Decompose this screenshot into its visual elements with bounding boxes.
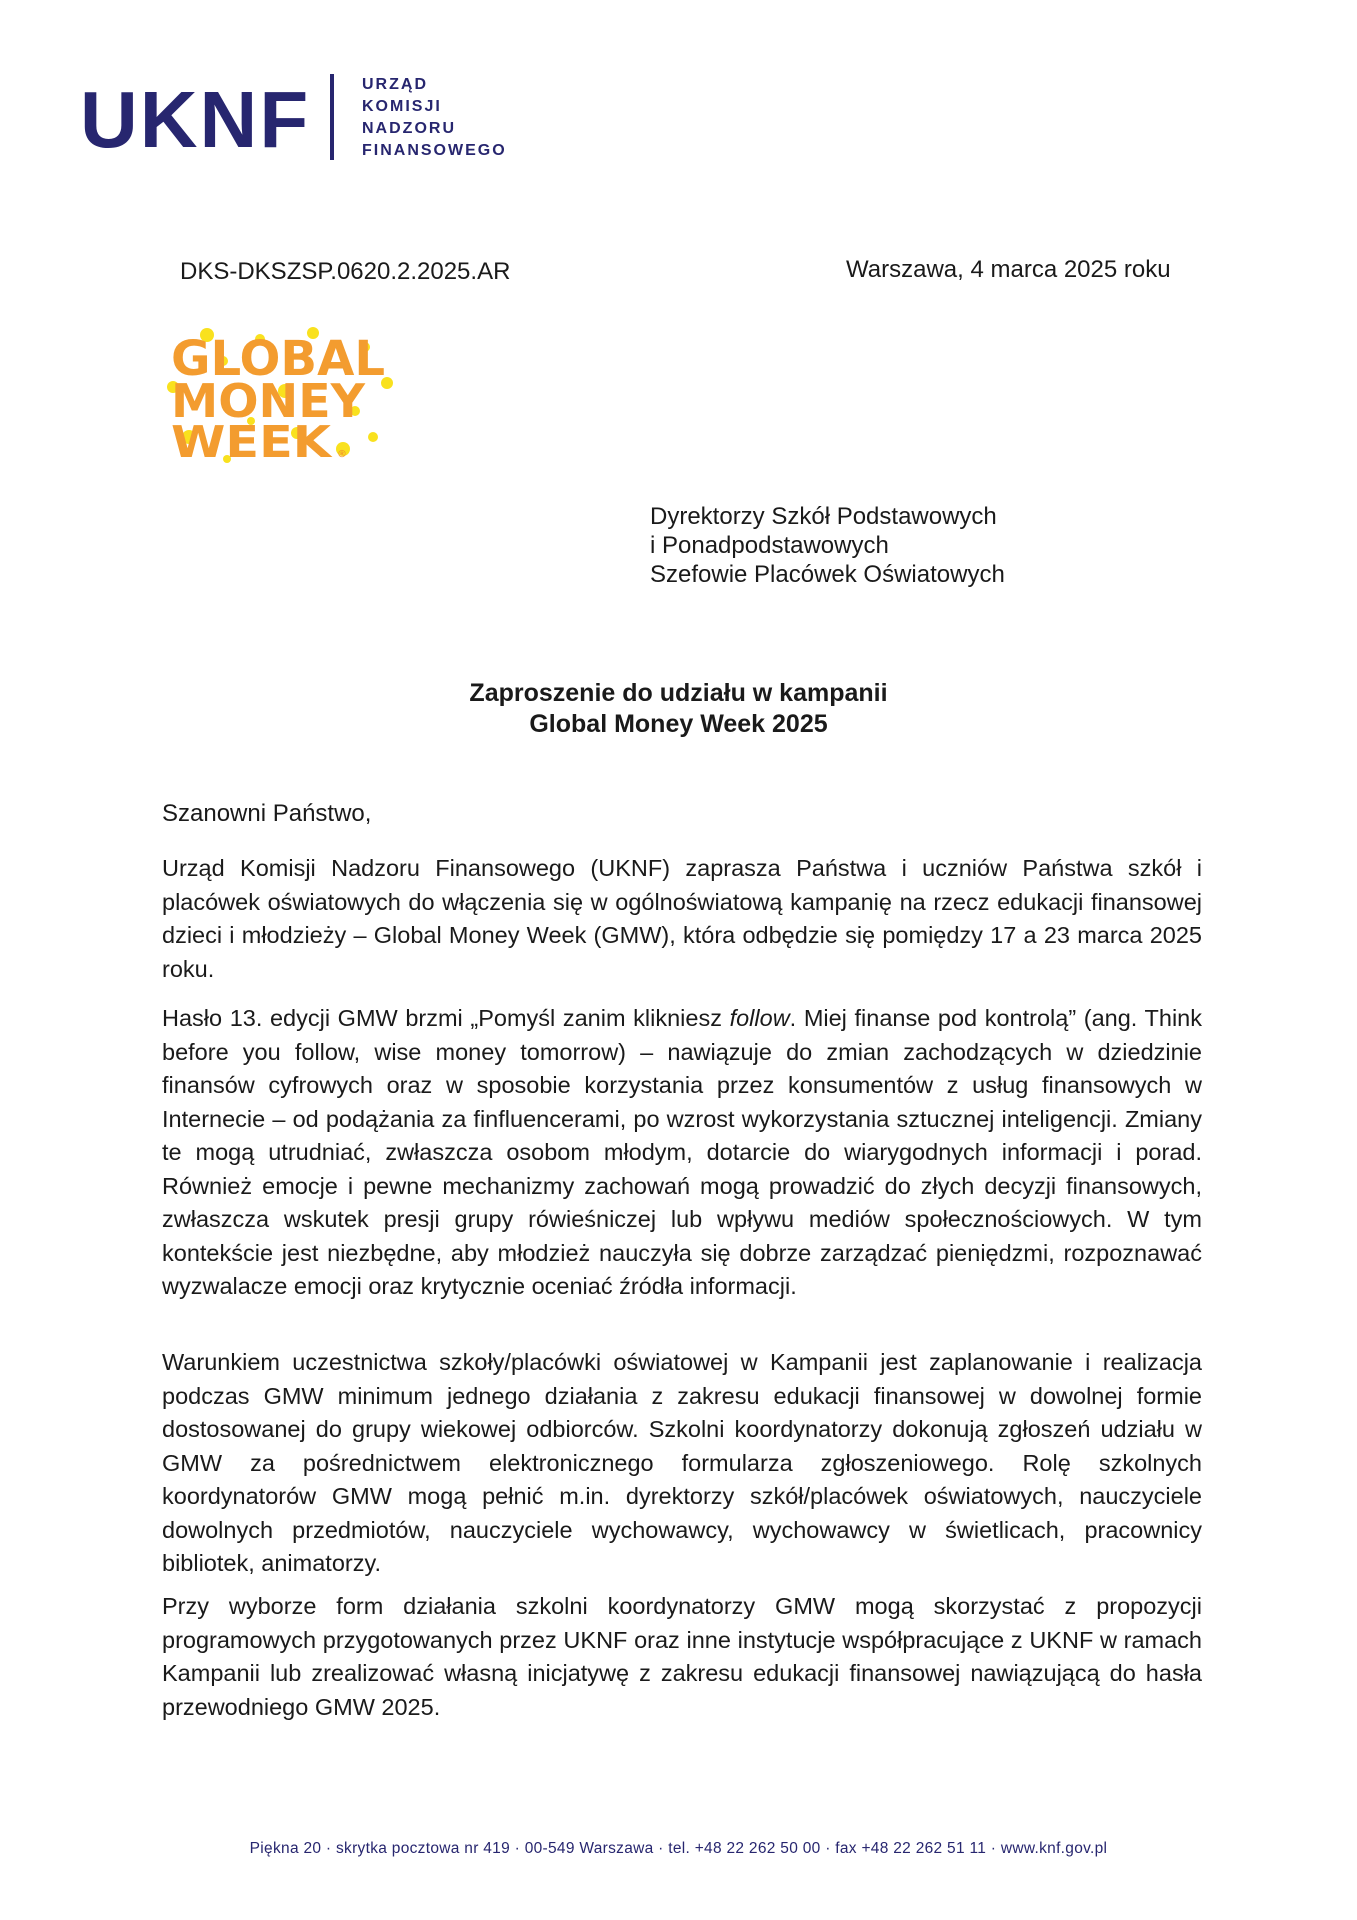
- paragraph-text: . Miej finanse pod kontrolą” (ang. Think before you follow, wise money tomorrow) – nawiązuje do zmian zachodzących w dziedzinie finansów cyfrowych oraz w sposobie korzystania przez konsumentów z usług finansowych w Internecie – od podążania za finfluencerami, po wzrost wykorzystania sztucznej inteligencji. Zmiany te mogą utrudniać, zwłaszcza osobom młodym, dotarcie do wiarygodnych informacji i porad. Również emocje i pewne mechanizmy zachowań mogą prowadzić do złych decyzji finansowych, zwłaszcza wskutek presji grupy rówieśniczej lub wpływu mediów społecznościowych. W tym kontekście jest niezbędne, aby młodzież nauczyła się dobrze zarządzać pieniędzmi, rozpoznawać wyzwalacze emocji oraz krytycznie oceniać źródła informacji.: [162, 1005, 1202, 1299]
- footer-contact: Piękna 20 · skrytka pocztowa nr 419 · 00-549 Warszawa · tel. +48 22 262 50 00 · fax +48 22 262 51 11 · www.knf.gov.pl: [249, 1840, 1108, 1857]
- logo-word: URZĄD: [362, 76, 428, 93]
- paragraph-text: Hasło 13. edycji GMW brzmi „Pomyśl zanim klikniesz: [162, 1005, 730, 1031]
- body-paragraph-4: Przy wyborze form działania szkolni koordynatorzy GMW mogą skorzystać z propozycji programowych przygotowanych przez UKNF oraz inne instytucje współpracujące z UKNF w ramach Kampanii lub zrealizować własną inicjatywę z zakresu edukacji finansowej nawiązującą do hasła przewodniego GMW 2025.: [162, 1593, 1202, 1720]
- addressee-line: Szefowie Placówek Oświatowych: [650, 561, 1005, 588]
- logo-word: KOMISJI: [362, 98, 442, 115]
- uknf-logo-mark: UKNF: [80, 75, 311, 164]
- salutation: Szanowni Państwo,: [162, 800, 372, 827]
- uknf-logo-words: [362, 74, 507, 162]
- addressee-block: [650, 502, 1005, 589]
- global-money-week-logo: [165, 325, 395, 465]
- body-paragraph-1: Urząd Komisji Nadzoru Finansowego (UKNF) zaprasza Państwa i uczniów Państwa szkół i placówek oświatowych do włączenia się w ogólnoświatową kampanię na rzecz edukacji finansowej dzieci i młodzieży – Global Money Week (GMW), która odbędzie się pomiędzy 17 a 23 marca 2025 roku.: [162, 855, 1202, 982]
- addressee-line: Dyrektorzy Szkół Podstawowych: [650, 503, 997, 530]
- logo-word: NADZORU: [362, 120, 456, 137]
- letter-title: [0, 678, 1357, 740]
- document-date: Warszawa, 4 marca 2025 roku: [846, 256, 1171, 283]
- gmw-logo-line3: WEEK: [171, 417, 334, 465]
- body-paragraph-2: [162, 1002, 1202, 1304]
- body-paragraph-3: Warunkiem uczestnictwa szkoły/placówki oświatowej w Kampanii jest zaplanowanie i realizacja podczas GMW minimum jednego działania z zakresu edukacji finansowej w dowolnej formie dostosowanej do grupy wiekowej odbiorców. Szkolni koordynatorzy dokonują zgłoszeń udziału w GMW za pośrednictwem elektronicznego formularza zgłoszeniowego. Rolę szkolnych koordynatorów GMW mogą pełnić m.in. dyrektorzy szkół/placówek oświatowych, nauczyciele dowolnych przedmiotów, nauczyciele wychowawcy, wychowawcy w świetlicach, pracownicy bibliotek, animatorzy.: [162, 1349, 1202, 1576]
- paragraph-italic-word: follow: [729, 1005, 790, 1031]
- title-line: Global Money Week 2025: [529, 710, 828, 738]
- gmw-logo-line2: MONEY: [171, 374, 366, 428]
- logo-divider: [330, 74, 334, 160]
- gmw-logo-line1: GLOBAL: [171, 331, 385, 387]
- logo-word: FINANSOWEGO: [362, 142, 507, 159]
- uknf-logo: [80, 74, 540, 164]
- document-reference: DKS-DKSZSP.0620.2.2025.AR: [180, 258, 511, 285]
- title-line: Zaproszenie do udziału w kampanii: [469, 679, 888, 707]
- addressee-line: i Ponadpodstawowych: [650, 532, 889, 559]
- gmw-logo-registered-mark: ®: [337, 449, 347, 460]
